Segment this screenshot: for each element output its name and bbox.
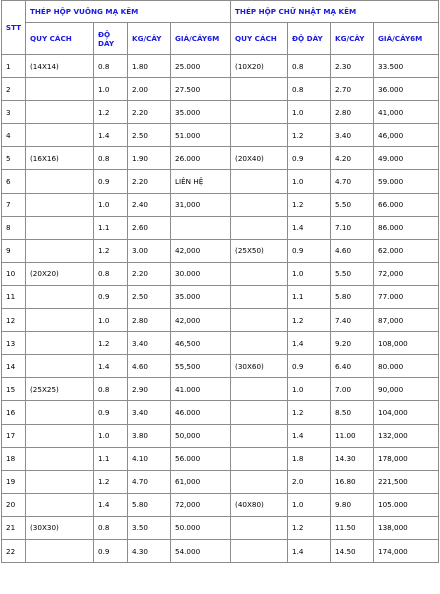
table-row	[2, 516, 439, 539]
rect-spec-cell	[231, 539, 288, 562]
rect-spec-cell: (10X20)	[231, 55, 288, 78]
rect-kg-cell: 9.20	[331, 332, 374, 355]
square-kg-cell: 4.30	[128, 539, 171, 562]
rect-thickness-cell: 1.0	[288, 493, 331, 516]
rect-kg-cell: 5.50	[331, 193, 374, 216]
table-row	[2, 262, 439, 285]
square-thickness-cell: 1.0	[94, 193, 128, 216]
square-spec-cell	[26, 216, 94, 239]
square-thickness-cell: 0.9	[94, 285, 128, 308]
stt-cell: 16	[2, 401, 26, 424]
square-spec-cell	[26, 285, 94, 308]
square-spec-header: QUY CÁCH	[26, 23, 94, 55]
square-price-cell: 50.000	[171, 516, 231, 539]
square-kg-cell: 2.80	[128, 309, 171, 332]
rect-price-cell: 36.000	[374, 78, 439, 101]
stt-cell: 18	[2, 447, 26, 470]
rect-spec-cell	[231, 378, 288, 401]
square-spec-cell	[26, 170, 94, 193]
rect-kg-cell: 2.30	[331, 55, 374, 78]
rect-price-cell: 132,000	[374, 424, 439, 447]
rect-price-cell: 62.000	[374, 239, 439, 262]
square-thickness-cell: 1.0	[94, 78, 128, 101]
rect-price-cell: 87,000	[374, 309, 439, 332]
square-spec-cell: (25X25)	[26, 378, 94, 401]
rect-spec-cell	[231, 101, 288, 124]
table-row	[2, 78, 439, 101]
rect-price-cell: 49.000	[374, 147, 439, 170]
rect-kg-cell: 4.60	[331, 239, 374, 262]
square-price-cell: 31,000	[171, 193, 231, 216]
rect-price-cell: 178,000	[374, 447, 439, 470]
square-kg-cell: 2.00	[128, 78, 171, 101]
square-spec-cell	[26, 101, 94, 124]
rect-thickness-cell: 1.0	[288, 378, 331, 401]
square-thickness-cell: 1.4	[94, 493, 128, 516]
square-kg-cell: 2.20	[128, 101, 171, 124]
table-row	[2, 401, 439, 424]
rect-kg-cell: 11.00	[331, 424, 374, 447]
square-spec-cell	[26, 401, 94, 424]
square-price-cell: 54.000	[171, 539, 231, 562]
table-row	[2, 355, 439, 378]
rect-thickness-cell: 1.4	[288, 216, 331, 239]
rect-thickness-cell: 0.8	[288, 55, 331, 78]
rect-kg-cell: 4.70	[331, 170, 374, 193]
stt-cell: 22	[2, 539, 26, 562]
rect-thickness-cell: 1.4	[288, 539, 331, 562]
rect-thickness-header: ĐỘ DÀY	[288, 23, 331, 55]
rect-price-cell: 86.000	[374, 216, 439, 239]
square-thickness-cell: 0.8	[94, 516, 128, 539]
square-kg-cell: 3.50	[128, 516, 171, 539]
square-price-cell: 42,000	[171, 309, 231, 332]
rect-spec-cell: (25X50)	[231, 239, 288, 262]
square-price-cell: 50,000	[171, 424, 231, 447]
table-row	[2, 170, 439, 193]
rect-thickness-cell: 1.2	[288, 124, 331, 147]
rect-spec-cell	[231, 470, 288, 493]
rect-tube-header: THÉP HỘP CHỮ NHẬT MẠ KẼM	[231, 1, 439, 23]
square-kg-cell: 2.20	[128, 262, 171, 285]
rect-kg-cell: 16.80	[331, 470, 374, 493]
square-spec-cell: (30X30)	[26, 516, 94, 539]
square-kg-cell: 2.50	[128, 124, 171, 147]
rect-kg-cell: 4.20	[331, 147, 374, 170]
stt-header: STT	[2, 1, 26, 55]
square-spec-cell	[26, 447, 94, 470]
rect-thickness-cell: 1.2	[288, 516, 331, 539]
rect-spec-cell: (20X40)	[231, 147, 288, 170]
square-thickness-cell: 0.8	[94, 147, 128, 170]
rect-kg-cell: 6.40	[331, 355, 374, 378]
rect-price-cell: 72,000	[374, 262, 439, 285]
table-row	[2, 424, 439, 447]
rect-kg-cell: 8.50	[331, 401, 374, 424]
square-kg-header: KG/CÂY	[128, 23, 171, 55]
rect-kg-header: KG/CÂY	[331, 23, 374, 55]
stt-cell: 5	[2, 147, 26, 170]
table-row	[2, 539, 439, 562]
square-kg-cell: 3.40	[128, 332, 171, 355]
rect-thickness-cell: 1.2	[288, 193, 331, 216]
rect-kg-cell: 5.50	[331, 262, 374, 285]
rect-spec-cell	[231, 516, 288, 539]
rect-price-cell: 46,000	[374, 124, 439, 147]
square-kg-cell: 2.20	[128, 170, 171, 193]
stt-cell: 8	[2, 216, 26, 239]
rect-price-cell: 41,000	[374, 101, 439, 124]
rect-thickness-cell: 1.8	[288, 447, 331, 470]
square-spec-cell	[26, 355, 94, 378]
square-thickness-cell: 1.0	[94, 309, 128, 332]
rect-kg-cell: 2.80	[331, 101, 374, 124]
square-kg-cell: 5.80	[128, 493, 171, 516]
square-spec-cell	[26, 493, 94, 516]
table-row	[2, 193, 439, 216]
square-thickness-cell: 1.0	[94, 424, 128, 447]
square-price-cell: 46.000	[171, 401, 231, 424]
rect-price-cell: 108,000	[374, 332, 439, 355]
rect-price-cell: 59.000	[374, 170, 439, 193]
table-row	[2, 239, 439, 262]
square-price-cell: 30.000	[171, 262, 231, 285]
stt-cell: 2	[2, 78, 26, 101]
rect-thickness-cell: 2.0	[288, 470, 331, 493]
rect-price-cell: 104,000	[374, 401, 439, 424]
rect-price-cell: 80.000	[374, 355, 439, 378]
rect-thickness-cell: 0.8	[288, 78, 331, 101]
rect-kg-cell: 11.50	[331, 516, 374, 539]
rect-kg-cell: 7.40	[331, 309, 374, 332]
stt-cell: 15	[2, 378, 26, 401]
square-price-cell: 35.000	[171, 285, 231, 308]
table-row	[2, 470, 439, 493]
square-thickness-cell: 0.9	[94, 170, 128, 193]
square-spec-cell	[26, 539, 94, 562]
stt-cell: 3	[2, 101, 26, 124]
price-table-container	[1, 0, 438, 563]
table-row	[2, 216, 439, 239]
rect-kg-cell: 7.00	[331, 378, 374, 401]
square-thickness-cell: 0.8	[94, 378, 128, 401]
square-price-cell: 61,000	[171, 470, 231, 493]
square-price-cell: 25.000	[171, 55, 231, 78]
square-spec-cell	[26, 470, 94, 493]
table-row	[2, 101, 439, 124]
stt-cell: 11	[2, 285, 26, 308]
rect-spec-cell: (40X80)	[231, 493, 288, 516]
rect-thickness-cell: 1.0	[288, 262, 331, 285]
table-row	[2, 147, 439, 170]
stt-cell: 12	[2, 309, 26, 332]
square-thickness-cell: 1.2	[94, 101, 128, 124]
rect-spec-cell	[231, 262, 288, 285]
square-price-cell: 42,000	[171, 239, 231, 262]
square-kg-cell: 1.90	[128, 147, 171, 170]
square-price-cell: 72,000	[171, 493, 231, 516]
square-thickness-cell: 0.8	[94, 262, 128, 285]
rect-kg-cell: 9.80	[331, 493, 374, 516]
stt-cell: 9	[2, 239, 26, 262]
rect-spec-cell	[231, 447, 288, 470]
rect-thickness-cell: 0.9	[288, 355, 331, 378]
rect-kg-cell: 14.50	[331, 539, 374, 562]
square-price-cell: 27.500	[171, 78, 231, 101]
stt-cell: 10	[2, 262, 26, 285]
square-thickness-cell: 1.2	[94, 470, 128, 493]
rect-spec-cell	[231, 78, 288, 101]
square-price-cell: 26.000	[171, 147, 231, 170]
table-row	[2, 493, 439, 516]
rect-spec-cell	[231, 216, 288, 239]
square-thickness-cell: 1.1	[94, 216, 128, 239]
rect-price-cell: 174,000	[374, 539, 439, 562]
square-spec-cell	[26, 193, 94, 216]
rect-thickness-cell: 1.2	[288, 401, 331, 424]
rect-spec-cell	[231, 309, 288, 332]
square-thickness-cell: 1.4	[94, 124, 128, 147]
square-spec-cell: (20X20)	[26, 262, 94, 285]
rect-thickness-cell: 1.1	[288, 285, 331, 308]
rect-spec-cell	[231, 170, 288, 193]
square-kg-cell: 2.50	[128, 285, 171, 308]
rect-kg-cell: 2.70	[331, 78, 374, 101]
rect-price-cell: 105.000	[374, 493, 439, 516]
rect-price-cell: 221,500	[374, 470, 439, 493]
square-price-cell	[171, 216, 231, 239]
square-spec-cell: (16X16)	[26, 147, 94, 170]
rect-thickness-cell: 1.2	[288, 309, 331, 332]
stt-cell: 4	[2, 124, 26, 147]
table-row	[2, 285, 439, 308]
table-row	[2, 332, 439, 355]
square-spec-cell: (14X14)	[26, 55, 94, 78]
table-column-header-row	[2, 23, 439, 55]
square-thickness-header: ĐỘ DÀY	[94, 23, 128, 55]
rect-thickness-cell: 1.4	[288, 332, 331, 355]
table-row	[2, 309, 439, 332]
square-kg-cell: 3.00	[128, 239, 171, 262]
rect-kg-cell: 3.40	[331, 124, 374, 147]
rect-price-cell: 33.500	[374, 55, 439, 78]
rect-spec-cell	[231, 401, 288, 424]
steel-price-table	[1, 0, 439, 563]
rect-thickness-cell: 1.0	[288, 170, 331, 193]
square-price-cell: 46,500	[171, 332, 231, 355]
square-price-cell: 35.000	[171, 101, 231, 124]
table-body	[2, 55, 439, 563]
rect-spec-header: QUY CÁCH	[231, 23, 288, 55]
square-spec-cell	[26, 78, 94, 101]
square-spec-cell	[26, 309, 94, 332]
square-kg-cell: 4.70	[128, 470, 171, 493]
rect-price-cell: 90,000	[374, 378, 439, 401]
square-price-cell: LIÊN HỆ	[171, 170, 231, 193]
square-thickness-cell: 1.1	[94, 447, 128, 470]
rect-spec-cell	[231, 424, 288, 447]
rect-spec-cell: (30X60)	[231, 355, 288, 378]
rect-price-cell: 138,000	[374, 516, 439, 539]
square-tube-header: THÉP HỘP VUÔNG MẠ KẼM	[26, 1, 231, 23]
rect-spec-cell	[231, 193, 288, 216]
square-kg-cell: 2.90	[128, 378, 171, 401]
rect-thickness-cell: 0.9	[288, 147, 331, 170]
square-spec-cell	[26, 332, 94, 355]
square-price-header: GIÁ/CÂY6M	[171, 23, 231, 55]
stt-cell: 7	[2, 193, 26, 216]
rect-spec-cell	[231, 285, 288, 308]
square-kg-cell: 4.10	[128, 447, 171, 470]
stt-cell: 14	[2, 355, 26, 378]
rect-thickness-cell: 0.9	[288, 239, 331, 262]
stt-cell: 19	[2, 470, 26, 493]
stt-cell: 21	[2, 516, 26, 539]
rect-kg-cell: 7.10	[331, 216, 374, 239]
rect-kg-cell: 5.80	[331, 285, 374, 308]
square-thickness-cell: 1.2	[94, 239, 128, 262]
rect-price-cell: 66.000	[374, 193, 439, 216]
square-thickness-cell: 1.2	[94, 332, 128, 355]
table-group-header-row	[2, 1, 439, 23]
square-thickness-cell: 0.8	[94, 55, 128, 78]
square-price-cell: 41.000	[171, 378, 231, 401]
stt-cell: 17	[2, 424, 26, 447]
square-thickness-cell: 1.4	[94, 355, 128, 378]
table-row	[2, 378, 439, 401]
square-kg-cell: 3.80	[128, 424, 171, 447]
stt-cell: 6	[2, 170, 26, 193]
square-price-cell: 55,500	[171, 355, 231, 378]
rect-thickness-cell: 1.4	[288, 424, 331, 447]
table-row	[2, 447, 439, 470]
rect-price-header: GIÁ/CÂY6M	[374, 23, 439, 55]
table-row	[2, 55, 439, 78]
rect-thickness-cell: 1.0	[288, 101, 331, 124]
stt-cell: 20	[2, 493, 26, 516]
square-thickness-cell: 0.9	[94, 401, 128, 424]
square-kg-cell: 2.40	[128, 193, 171, 216]
stt-cell: 1	[2, 55, 26, 78]
stt-cell: 13	[2, 332, 26, 355]
square-price-cell: 51.000	[171, 124, 231, 147]
square-thickness-cell: 0.9	[94, 539, 128, 562]
square-spec-cell	[26, 239, 94, 262]
rect-kg-cell: 14.30	[331, 447, 374, 470]
square-kg-cell: 2.60	[128, 216, 171, 239]
square-kg-cell: 1.80	[128, 55, 171, 78]
square-kg-cell: 4.60	[128, 355, 171, 378]
square-price-cell: 56.000	[171, 447, 231, 470]
square-kg-cell: 3.40	[128, 401, 171, 424]
square-spec-cell	[26, 124, 94, 147]
rect-spec-cell	[231, 124, 288, 147]
square-spec-cell	[26, 424, 94, 447]
rect-spec-cell	[231, 332, 288, 355]
rect-price-cell: 77.000	[374, 285, 439, 308]
table-row	[2, 124, 439, 147]
